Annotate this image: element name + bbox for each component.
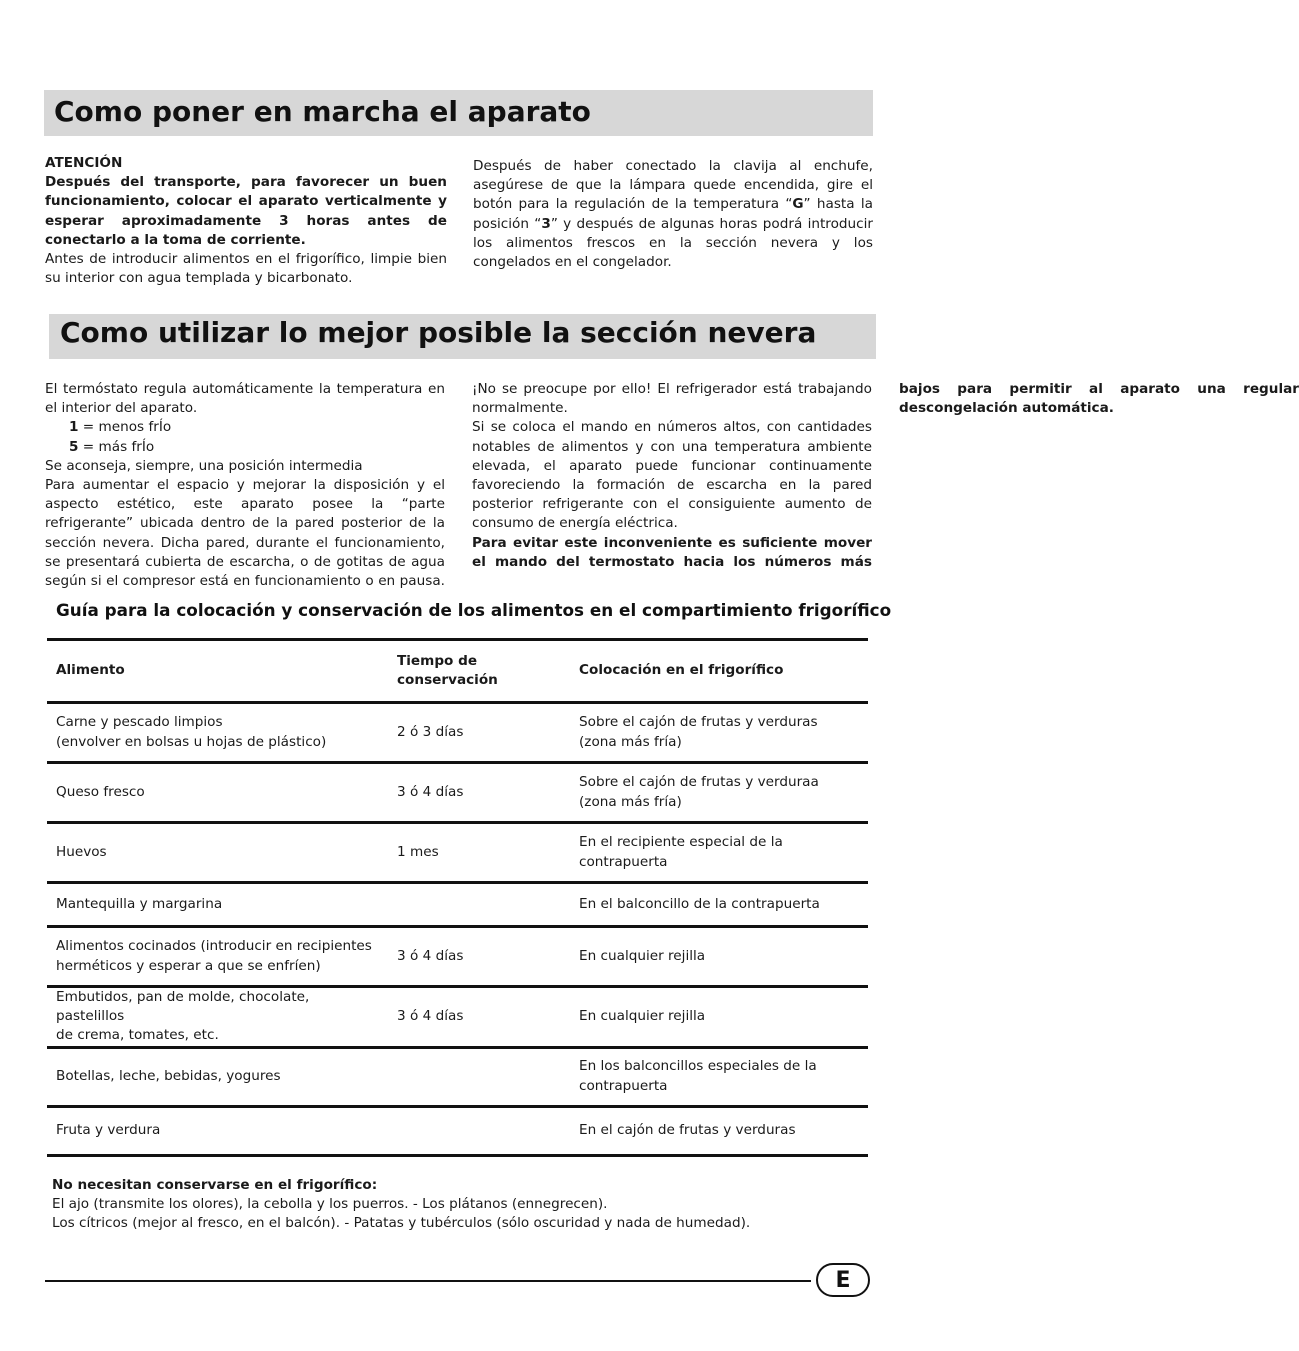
cell-colocacion: En el recipiente especial de la contrapuerta [570,823,868,883]
header-tiempo: Tiempo de conservación [388,640,570,703]
table-row [47,1047,868,1106]
cell-tiempo: 3 ó 4 días [388,927,570,987]
cell-alimento: Carne y pescado limpios (envolver en bolsas u hojas de plástico) [47,703,388,763]
header-alimento: Alimento [47,640,388,703]
cell-colocacion: En el balconcillo de la contrapuerta [570,883,868,927]
section-banner-puesta-en-marcha [44,90,873,136]
setting-3-value: 3 [541,215,551,232]
defrost-advice: Para evitar este inconveniente es suficiente mover el mando del termostato hacia los números más bajos para permitir al aparato una regular descongelación automática. [472,381,1299,570]
cell-colocacion: Sobre el cajón de frutas y verduraa (zona más fría) [570,763,868,823]
cell-tiempo: 2 ó 3 días [388,703,570,763]
notes-line-2: Los cítricos (mejor al fresco, en el balcón). - Patatas y tubérculos (sólo oscuridad y nada de humedad). [52,1215,751,1232]
cell-tiempo: 3 ó 4 días [388,763,570,823]
attention-normal-text: Antes de introducir alimentos en el frigorífico, limpie bien su interior con agua templada y bicarbonato. [45,251,447,287]
section-banner-nevera [49,314,876,359]
cell-alimento: Queso fresco [47,763,388,823]
setting-g-value: G [792,196,804,213]
cell-tiempo [388,1047,570,1106]
language-badge: E [816,1263,870,1297]
table-row [47,927,868,987]
cell-tiempo: 3 ó 4 días [388,987,570,1048]
setting-5-text: = más frÍo [78,438,155,455]
table-row [47,883,868,927]
setting-1-line [45,418,445,437]
table-row [47,823,868,883]
startup-paragraph [473,157,873,272]
cell-colocacion: En cualquier rejilla [570,987,868,1048]
startup-instructions [473,157,873,272]
table-row [47,703,868,763]
table-row [47,987,868,1048]
section-title-puesta-en-marcha: Como poner en marcha el aparato [54,95,591,128]
attention-bold-text: Después del transporte, para favorecer un buen funcionamiento, colocar el aparato verticalmente y esperar aproximadamente 3 horas antes de conectarlo a la toma de corriente. [45,174,447,248]
cell-colocacion: En los balconcillos especiales de la contrapuerta [570,1047,868,1106]
food-storage-table [47,638,868,1157]
cell-colocacion: En el cajón de frutas y verduras [570,1106,868,1155]
cell-alimento: Embutidos, pan de molde, chocolate, pastelillos de crema, tomates, etc. [47,987,388,1048]
startup-text-c: ” y después de algunas horas podrá introducir los alimentos frescos en la sección nevera y los congelados en el congelador. [473,215,874,271]
attention-column [45,154,447,288]
not-refrigerated-notes [52,1176,750,1234]
cell-tiempo [388,883,570,927]
table-header-row [47,640,868,703]
setting-5-line [45,438,445,457]
cell-tiempo: 1 mes [388,823,570,883]
setting-5-number: 5 [69,438,79,455]
cooling-wall-paragraph: Para aumentar el espacio y mejorar la disposición y el aspecto estético, este aparato posee la “parte refrigerante” ubicada dentro de la pared posterior de la sección nevera. Dicha pared, durante el funcionamiento, se presentará cubierta de escarcha, o de gotitas de agua según si el compresor está en funcionamiento o en pausa. ¡No se preocupe por ello! El refrigerador está trabajando normalmente. [45,381,872,590]
intermediate-advice: Se aconseja, siempre, una posición intermedia [45,457,363,474]
table-row [47,1106,868,1155]
nevera-text [45,380,1299,592]
table-row [47,763,868,823]
cell-tiempo [388,1106,570,1155]
cell-alimento: Alimentos cocinados (introducir en recipientes herméticos y esperar a que se enfríen) [47,927,388,987]
cell-alimento: Fruta y verdura [47,1106,388,1155]
header-colocacion: Colocación en el frigorífico [570,640,868,703]
notes-line-1: El ajo (transmite los olores), la cebolla y los puerros. - Los plátanos (ennegrecen). [52,1196,608,1213]
attention-label: ATENCIÓN [45,155,123,171]
setting-1-number: 1 [69,419,79,436]
footer-divider [45,1280,811,1282]
notes-title: No necesitan conservarse en el frigorífico: [52,1177,378,1193]
high-setting-paragraph: Si se coloca el mando en números altos, con cantidades notables de alimentos y con una temperatura ambiente elevada, el aparato puede funcionar continuamente favoreciendo la formación de escarcha en la pared posterior refrigerante con el consiguiente aumento de consumo de energía eléctrica. [472,419,872,532]
cell-colocacion: En cualquier rejilla [570,927,868,987]
cell-alimento: Mantequilla y margarina [47,883,388,927]
startup-text-a: Después de haber conectado la clavija al enchufe, asegúrese de que la lámpara quede encendida, gire el botón para la regulación de la temperatura “ [473,158,873,213]
guide-title: Guía para la colocación y conservación de los alimentos en el compartimiento frigorífico [56,600,892,620]
cell-alimento: Huevos [47,823,388,883]
section-title-nevera: Como utilizar lo mejor posible la sección nevera [60,316,817,349]
setting-1-text: = menos frÍo [78,419,172,436]
cell-alimento: Botellas, leche, bebidas, yogures [47,1047,388,1106]
startup-text-b: ” hasta la posición “ [473,196,873,232]
cell-colocacion: Sobre el cajón de frutas y verduras (zona más fría) [570,703,868,763]
thermostat-paragraph: El termóstato regula automáticamente la temperatura en el interior del aparato. [45,381,445,417]
